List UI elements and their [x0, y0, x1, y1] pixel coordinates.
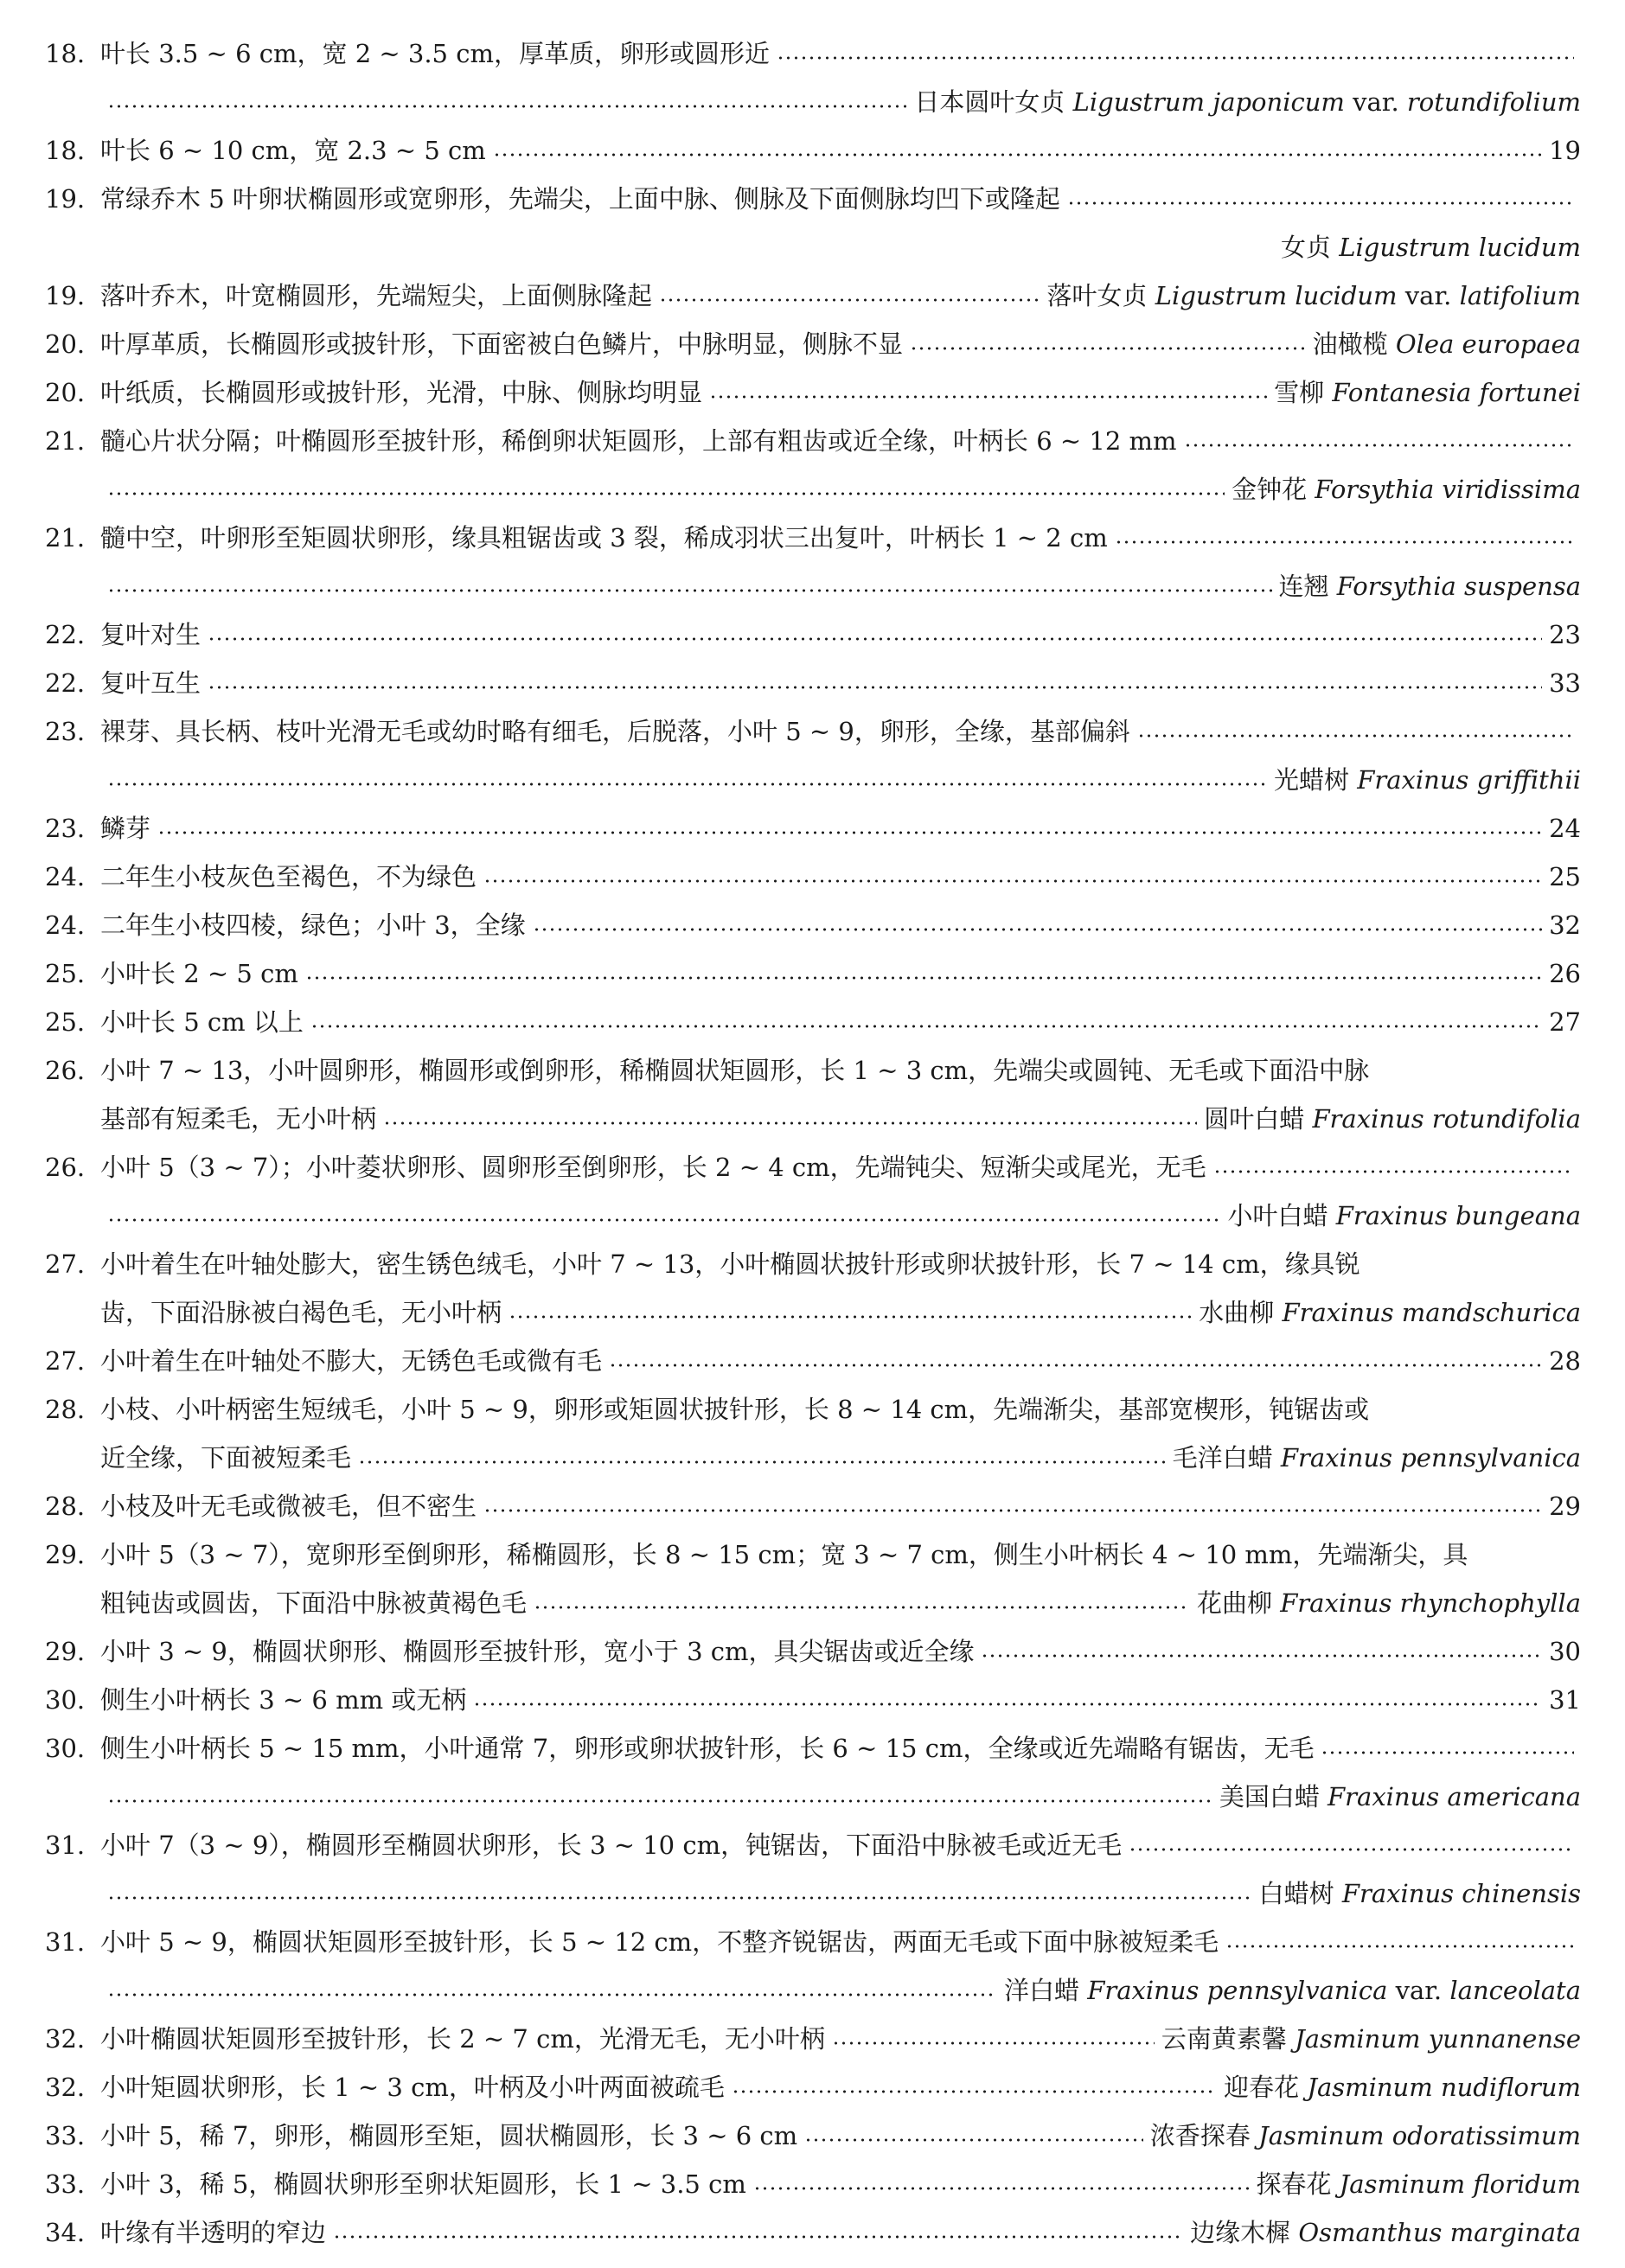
couplet-number: 21.: [45, 523, 86, 553]
key-entry: [45, 29, 1581, 126]
dot-leader: [804, 2138, 1143, 2142]
chinese-name: 美国白蜡: [1219, 1782, 1320, 1811]
couplet-text: 常绿乔木 5 叶卵状椭圆形或宽卵形，先端尖，上面中脉、侧脉及下面侧脉均凹下或隆起: [100, 184, 1060, 214]
couplet-text: 小叶矩圆状卵形，长 1 ~ 3 cm，叶柄及小叶两面被疏毛: [100, 2073, 725, 2102]
couplet-text: 小叶 7（3 ~ 9），椭圆形至椭圆状卵形，长 3 ~ 10 cm，钝锯齿，下面沿中脉被毛或近无毛: [100, 1830, 1123, 1860]
couplet-number: 26.: [45, 1153, 86, 1182]
key-entry: [45, 2208, 1581, 2257]
chinese-name: 白蜡树: [1258, 1879, 1334, 1908]
variety-name: latifolium: [1459, 281, 1581, 310]
couplet-text: 髓中空，叶卵形至矩圆状卵形，缘具粗锯齿或 3 裂，稀成羽状三出复叶，叶柄长 1 ~ 2 cm: [100, 523, 1108, 553]
lead-number: 27: [1549, 1007, 1581, 1037]
dot-leader: [1321, 1751, 1574, 1754]
taxon-result: [1197, 1579, 1581, 1627]
dot-leader: [1213, 1170, 1574, 1173]
couplet-number: 27.: [45, 1249, 86, 1279]
dot-leader: [777, 56, 1574, 60]
scientific-name: Fraxinus rotundifolia: [1312, 1104, 1581, 1134]
taxon-result: [1204, 1095, 1581, 1143]
couplet-text: 裸芽、具长柄、枝叶光滑无毛或幼时略有细毛，后脱落，小叶 5 ~ 9，卵形，全缘，基部偏斜: [100, 717, 1130, 746]
couplet-number: 23.: [45, 814, 86, 843]
lead-number: 30: [1549, 1637, 1581, 1666]
dot-leader: [483, 1509, 1542, 1512]
dot-leader: [107, 492, 1225, 495]
taxon-result: [1150, 2111, 1581, 2160]
couplet-text: 小叶 5（3 ~ 7），宽卵形至倒卵形，稀椭圆形，长 8 ~ 15 cm；宽 3 ~ 7 cm，侧生小叶柄长 4 ~ 10 mm，先端渐尖，具: [100, 1540, 1468, 1569]
couplet-text: 叶缘有半透明的窄边: [100, 2218, 327, 2247]
lead-number: 29: [1549, 1492, 1581, 1521]
couplet-number: 18.: [45, 136, 86, 165]
chinese-name: 花曲柳: [1196, 1588, 1272, 1618]
taxon-result: [1274, 368, 1581, 417]
lead-number: 32: [1549, 910, 1581, 940]
scientific-name: Fraxinus mandschurica: [1282, 1298, 1581, 1327]
couplet-text: 小叶着生在叶轴处不膨大，无锈色毛或微有毛: [100, 1346, 603, 1376]
key-entry: [45, 2111, 1581, 2160]
couplet-number: 24.: [45, 910, 86, 940]
couplet-number: 30.: [45, 1685, 86, 1715]
couplet-number: 28.: [45, 1492, 86, 1521]
couplet-text-continued: 基部有短柔毛，无小叶柄: [100, 1104, 377, 1134]
dot-leader: [107, 1993, 997, 1996]
couplet-text: 叶长 6 ~ 10 cm，宽 2.3 ~ 5 cm: [100, 136, 486, 165]
dot-leader: [473, 1703, 1542, 1706]
couplet-number: 28.: [45, 1395, 86, 1424]
key-entry: [45, 1046, 1581, 1143]
couplet-number: 22.: [45, 668, 86, 698]
couplet-number: 25.: [45, 1007, 86, 1037]
couplet-text: 复叶互生: [100, 668, 202, 698]
dot-leader: [310, 1025, 1542, 1028]
couplet-text: 小叶 5，稀 7，卵形，椭圆形至矩，圆状椭圆形，长 3 ~ 6 cm: [100, 2121, 798, 2150]
chinese-name: 浓香探春: [1149, 2121, 1251, 2150]
couplet-text: 叶厚革质，长椭圆形或披针形，下面密被白色鳞片，中脉明显，侧脉不显: [100, 329, 904, 359]
key-entry: [45, 707, 1581, 804]
dot-leader: [107, 1218, 1221, 1222]
couplet-text: 髓心片状分隔；叶椭圆形至披针形，稀倒卵状矩圆形，上部有粗齿或近全缘，叶柄长 6 ~ 12 mm: [100, 426, 1177, 456]
key-entry: [45, 514, 1581, 610]
chinese-name: 金钟花: [1232, 475, 1308, 504]
dot-leader: [107, 1799, 1212, 1803]
couplet-number: 33.: [45, 2121, 86, 2150]
taxon-result: [1281, 223, 1581, 272]
couplet-text: 小叶长 5 cm 以上: [100, 1007, 304, 1037]
couplet-number: 32.: [45, 2073, 86, 2102]
couplet-number: 30.: [45, 1734, 86, 1763]
couplet-text: 二年生小枝四棱，绿色；小叶 3，全缘: [100, 910, 526, 940]
lead-number: 33: [1549, 668, 1581, 698]
key-entry: [45, 804, 1581, 853]
couplet-text-continued: 齿，下面沿脉被白褐色毛，无小叶柄: [100, 1298, 502, 1327]
chinese-name: 毛洋白蜡: [1172, 1443, 1273, 1473]
var-marker: var.: [1404, 281, 1452, 310]
scientific-name: Forsythia suspensa: [1336, 572, 1581, 601]
dot-leader: [533, 928, 1542, 931]
couplet-text: 小叶 7 ~ 13，小叶圆卵形，椭圆形或倒卵形，稀椭圆状矩圆形，长 1 ~ 3 cm，先端尖或圆钝、无毛或下面沿中脉: [100, 1056, 1370, 1085]
couplet-text: 二年生小枝灰色至褐色，不为绿色: [100, 862, 477, 891]
dot-leader: [659, 298, 1040, 302]
couplet-text: 小叶 3，稀 5，椭圆状卵形至卵状矩圆形，长 1 ~ 3.5 cm: [100, 2169, 746, 2199]
chinese-name: 探春花: [1256, 2169, 1332, 2199]
dot-leader: [509, 1315, 1192, 1319]
couplet-number: 22.: [45, 620, 86, 649]
dot-leader: [732, 2090, 1217, 2093]
dot-leader: [333, 2235, 1183, 2239]
key-entry: [45, 1337, 1581, 1385]
scientific-name: Fontanesia fortunei: [1332, 378, 1581, 407]
scientific-name: Osmanthus marginata: [1298, 2218, 1581, 2247]
couplet-text-continued: 近全缘，下面被短柔毛: [100, 1443, 352, 1473]
chinese-name: 迎春花: [1224, 2073, 1300, 2102]
taxon-result: [1004, 1966, 1581, 2015]
couplet-text: 侧生小叶柄长 5 ~ 15 mm，小叶通常 7，卵形或卵状披针形，长 6 ~ 15 cm，全缘或近先端略有锯齿，无毛: [100, 1734, 1315, 1763]
key-entry: [45, 175, 1581, 272]
chinese-name: 云南黄素馨: [1161, 2024, 1287, 2054]
dot-leader: [493, 153, 1542, 157]
couplet-text: 鳞芽: [100, 814, 151, 843]
key-entry: [45, 1482, 1581, 1530]
scientific-name: Ligustrum japonicum: [1072, 87, 1345, 117]
dot-leader: [1137, 734, 1574, 738]
couplet-number: 26.: [45, 1056, 86, 1085]
lead-number: 19: [1549, 136, 1581, 165]
taxon-result: [1256, 2160, 1581, 2208]
key-entry: [45, 272, 1581, 320]
chinese-name: 雪柳: [1274, 378, 1325, 407]
couplet-text: 落叶乔木，叶宽椭圆形，先端短尖，上面侧脉隆起: [100, 281, 653, 310]
scientific-name: Fraxinus pennsylvanica: [1087, 1976, 1388, 2005]
dot-leader: [208, 637, 1542, 641]
taxon-result: [1224, 2063, 1581, 2111]
taxon-result: [1190, 2208, 1581, 2257]
couplet-number: 20.: [45, 329, 86, 359]
scientific-name: Fraxinus pennsylvanica: [1280, 1443, 1581, 1473]
key-entry: [45, 998, 1581, 1046]
couplet-text: 叶长 3.5 ~ 6 cm，宽 2 ~ 3.5 cm，厚革质，卵形或圆形近: [100, 39, 770, 68]
taxon-result: [1274, 756, 1581, 804]
dot-leader: [1067, 201, 1574, 205]
scientific-name: Fraxinus chinensis: [1341, 1879, 1581, 1908]
couplet-number: 20.: [45, 378, 86, 407]
couplet-text: 小枝及叶无毛或微被毛，但不密生: [100, 1492, 477, 1521]
chinese-name: 日本圆叶女贞: [914, 87, 1065, 117]
key-entry: [45, 1240, 1581, 1337]
chinese-name: 落叶女贞: [1046, 281, 1148, 310]
key-entry: [45, 610, 1581, 659]
couplet-text: 小叶 5（3 ~ 7）；小叶菱状卵形、圆卵形至倒卵形，长 2 ~ 4 cm，先端钝尖、短渐尖或尾光，无毛: [100, 1153, 1206, 1182]
key-entry: [45, 1385, 1581, 1482]
taxon-result: [1219, 1773, 1581, 1821]
taxon-result: [1199, 1288, 1581, 1337]
taxon-result: [1047, 272, 1581, 320]
key-entry: [45, 1724, 1581, 1821]
dot-leader: [1184, 444, 1574, 447]
chinese-name: 小叶白蜡: [1227, 1201, 1328, 1230]
chinese-name: 水曲柳: [1199, 1298, 1275, 1327]
couplet-number: 18.: [45, 39, 86, 68]
key-entry: [45, 1627, 1581, 1676]
lead-number: 28: [1549, 1346, 1581, 1376]
key-entry: [45, 2063, 1581, 2111]
dot-leader: [107, 105, 907, 108]
lead-number: 31: [1549, 1685, 1581, 1715]
taxon-result: [1161, 2015, 1581, 2063]
key-entry: [45, 2160, 1581, 2208]
scientific-name: Fraxinus griffithii: [1357, 765, 1581, 795]
chinese-name: 连翘: [1278, 572, 1329, 601]
taxon-result: [914, 78, 1581, 126]
dot-leader: [1115, 540, 1574, 544]
dot-leader: [383, 1121, 1197, 1125]
couplet-text: 小叶着生在叶轴处膨大，密生锈色绒毛，小叶 7 ~ 13，小叶椭圆状披针形或卵状披针形，长 7 ~ 14 cm，缘具锐: [100, 1249, 1360, 1279]
scientific-name: Fraxinus bungeana: [1335, 1201, 1581, 1230]
dot-leader: [910, 347, 1306, 350]
couplet-number: 29.: [45, 1540, 86, 1569]
couplet-number: 33.: [45, 2169, 86, 2199]
scientific-name: Fraxinus americana: [1328, 1782, 1581, 1811]
scientific-name: Fraxinus rhynchophylla: [1280, 1588, 1581, 1618]
couplet-number: 34.: [45, 2218, 86, 2247]
key-entry: [45, 949, 1581, 998]
scientific-name: Forsythia viridissima: [1315, 475, 1581, 504]
dot-leader: [709, 395, 1267, 399]
dot-leader: [208, 686, 1542, 689]
dot-leader: [107, 589, 1272, 592]
dot-leader: [1129, 1848, 1574, 1851]
couplet-text: 小枝、小叶柄密生短绒毛，小叶 5 ~ 9，卵形或矩圆状披针形，长 8 ~ 14 cm，先端渐尖，基部宽楔形，钝锯齿或: [100, 1395, 1370, 1424]
key-entry: [45, 126, 1581, 175]
couplet-number: 31.: [45, 1830, 86, 1860]
couplet-text: 小叶 3 ~ 9，椭圆状卵形、椭圆形至披针形，宽小于 3 cm，具尖锯齿或近全缘: [100, 1637, 975, 1666]
chinese-name: 光蜡树: [1274, 765, 1350, 795]
scientific-name: Jasminum yunnanense: [1295, 2024, 1581, 2054]
dot-leader: [753, 2187, 1250, 2190]
lead-number: 25: [1549, 862, 1581, 891]
scientific-name: Ligustrum lucidum: [1339, 233, 1581, 262]
key-entry: [45, 320, 1581, 368]
couplet-text: 叶纸质，长椭圆形或披针形，光滑，中脉、侧脉均明显: [100, 378, 703, 407]
var-marker: var.: [1395, 1976, 1443, 2005]
chinese-name: 边缘木樨: [1190, 2218, 1291, 2247]
dot-leader: [483, 879, 1542, 883]
couplet-text: 复叶对生: [100, 620, 202, 649]
key-entry: [45, 417, 1581, 514]
dot-leader: [107, 1896, 1252, 1900]
key-entry: [45, 659, 1581, 707]
couplet-number: 32.: [45, 2024, 86, 2054]
chinese-name: 圆叶白蜡: [1204, 1104, 1305, 1134]
lead-number: 26: [1549, 959, 1581, 988]
key-entry: [45, 1918, 1581, 2015]
dot-leader: [305, 976, 1542, 980]
couplet-text-continued: 粗钝齿或圆齿，下面沿中脉被黄褐色毛: [100, 1588, 528, 1618]
variety-name: rotundifolium: [1406, 87, 1581, 117]
scientific-name: Ligustrum lucidum: [1155, 281, 1398, 310]
key-entry: [45, 1676, 1581, 1724]
scientific-name: Jasminum odoratissimum: [1258, 2121, 1581, 2150]
dot-leader: [358, 1460, 1166, 1464]
chinese-name: 洋白蜡: [1003, 1976, 1079, 2005]
taxon-result: [1228, 1191, 1582, 1240]
taxon-result: [1173, 1434, 1581, 1482]
couplet-number: 21.: [45, 426, 86, 456]
lead-number: 24: [1549, 814, 1581, 843]
dot-leader: [981, 1654, 1542, 1658]
var-marker: var.: [1353, 87, 1399, 117]
key-entry: [45, 368, 1581, 417]
variety-name: lanceolata: [1449, 1976, 1581, 2005]
scientific-name: Olea europaea: [1395, 329, 1581, 359]
couplet-text: 小叶椭圆状矩圆形至披针形，长 2 ~ 7 cm，光滑无毛，无小叶柄: [100, 2024, 825, 2054]
couplet-number: 25.: [45, 959, 86, 988]
couplet-number: 27.: [45, 1346, 86, 1376]
key-entry: [45, 2015, 1581, 2063]
couplet-number: 19.: [45, 184, 86, 214]
couplet-text: 小叶长 2 ~ 5 cm: [100, 959, 298, 988]
key-entry: [45, 901, 1581, 949]
couplet-text: 侧生小叶柄长 3 ~ 6 mm 或无柄: [100, 1685, 467, 1715]
couplet-number: 24.: [45, 862, 86, 891]
taxon-result: [1313, 320, 1581, 368]
scientific-name: Jasminum nudiflorum: [1307, 2073, 1581, 2102]
lead-number: 23: [1549, 620, 1581, 649]
couplet-text: 小叶 5 ~ 9，椭圆状矩圆形至披针形，长 5 ~ 12 cm，不整齐锐锯齿，两面无毛或下面中脉被短柔毛: [100, 1927, 1219, 1957]
dot-leader: [157, 831, 1542, 834]
taxon-result: [1279, 562, 1582, 610]
chinese-name: 油橄榄: [1312, 329, 1388, 359]
dot-leader: [832, 2041, 1155, 2045]
couplet-number: 31.: [45, 1927, 86, 1957]
key-entry: [45, 853, 1581, 901]
dot-leader: [609, 1364, 1542, 1367]
taxon-result: [1259, 1869, 1581, 1918]
couplet-number: 23.: [45, 717, 86, 746]
scientific-name: Jasminum floridum: [1339, 2169, 1581, 2199]
key-entry: [45, 1143, 1581, 1240]
dot-leader: [1225, 1945, 1574, 1948]
couplet-number: 29.: [45, 1637, 86, 1666]
key-entry: [45, 1821, 1581, 1918]
dot-leader: [107, 783, 1267, 786]
couplet-number: 19.: [45, 281, 86, 310]
taxon-result: [1232, 465, 1581, 514]
key-page: [45, 29, 1581, 2257]
chinese-name: 女贞: [1280, 233, 1331, 262]
key-entry: [45, 1530, 1581, 1627]
dot-leader: [534, 1606, 1190, 1609]
